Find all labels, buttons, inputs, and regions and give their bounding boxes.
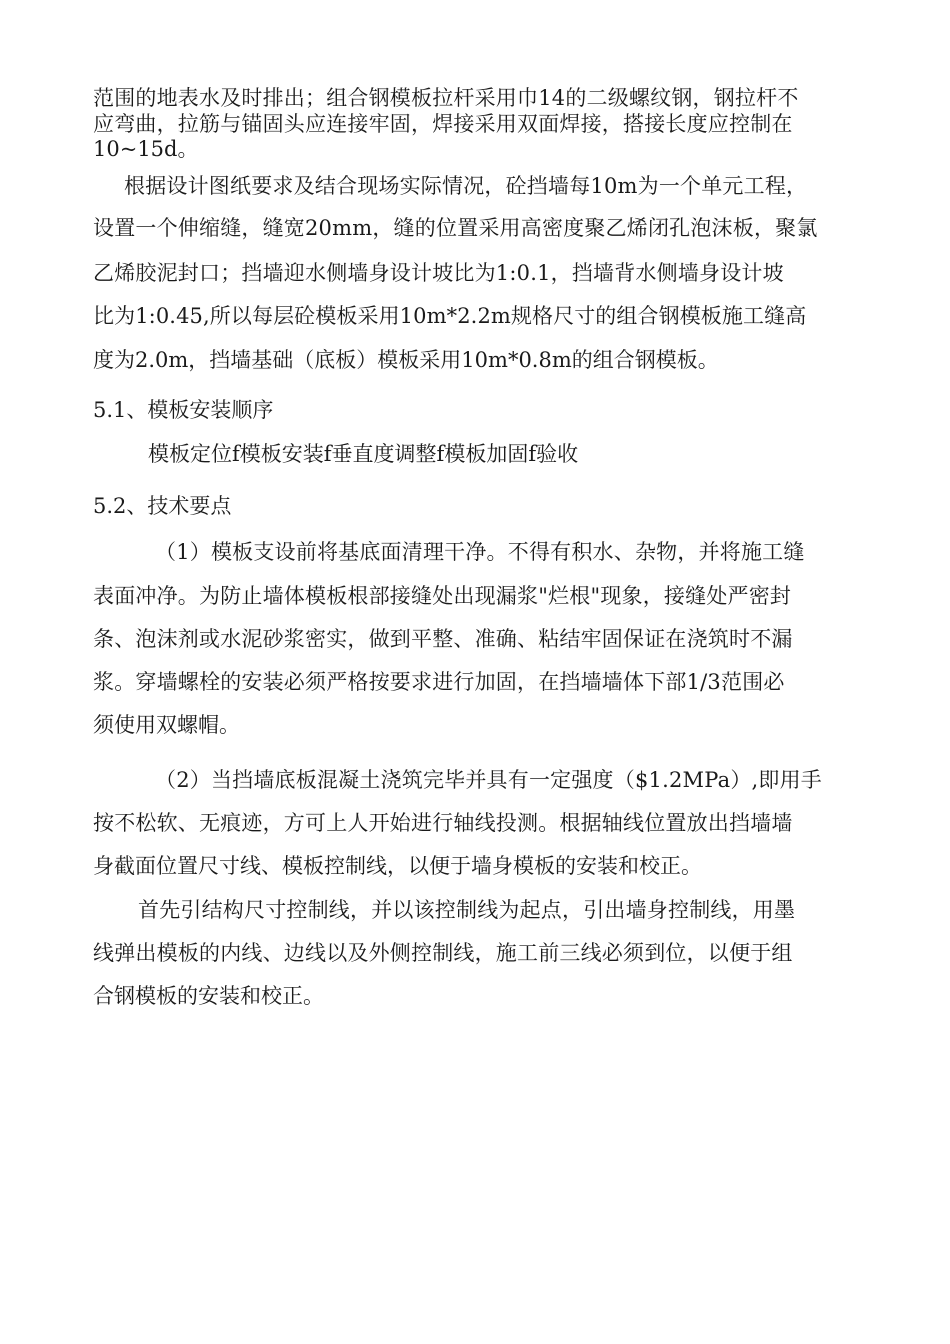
install-sequence: 模板定位f模板安装f垂直度调整f模板加固f验收	[148, 442, 579, 466]
section-5-2-heading: 5.2、技术要点	[93, 494, 232, 518]
section-5-1-heading: 5.1、模板安装顺序	[93, 398, 274, 422]
item2-line-1: （2）当挡墙底板混凝土浇筑完毕并具有一定强度（$1.2MPa）,即用手	[155, 768, 823, 792]
para2-line-5: 度为2.0m，挡墙基础（底板）模板采用10m*0.8m的组合钢模板。	[93, 348, 719, 372]
item1-line-5: 须使用双螺帽。	[93, 713, 240, 737]
item1-line-1: （1）模板支设前将基底面清理干净。不得有积水、杂物，并将施工缝	[155, 540, 805, 564]
para2-line-1: 根据设计图纸要求及结合现场实际情况，砼挡墙每10m为一个单元工程，	[124, 174, 808, 198]
para3-line-1: 首先引结构尺寸控制线，并以该控制线为起点，引出墙身控制线，用墨	[138, 898, 796, 922]
para2-line-3: 乙烯胶泥封口；挡墙迎水侧墙身设计坡比为1:0.1，挡墙背水侧墙身设计坡	[93, 261, 784, 285]
item1-line-2: 表面冲净。为防止墙体模板根部接缝处出现漏浆"烂根"现象，接缝处严密封	[93, 584, 792, 608]
para3-line-3: 合钢模板的安装和校正。	[93, 984, 324, 1008]
item1-line-4: 浆。穿墙螺栓的安装必须严格按要求进行加固，在挡墙墙体下部1/3范围必	[93, 670, 785, 694]
para3-line-2: 线弹出模板的内线、边线以及外侧控制线，施工前三线必须到位，以便于组	[93, 941, 793, 965]
item2-line-2: 按不松软、无痕迹，方可上人开始进行轴线投测。根据轴线位置放出挡墙墙	[93, 811, 793, 835]
item1-line-3: 条、泡沫剂或水泥砂浆密实，做到平整、准确、粘结牢固保证在浇筑时不漏	[93, 627, 793, 651]
para2-line-4: 比为1:0.45,所以每层砼模板采用10m*2.2m规格尺寸的组合钢模板施工缝高	[93, 304, 807, 328]
para2-line-2: 设置一个伸缩缝，缝宽20mm，缝的位置采用高密度聚乙烯闭孔泡沫板，聚氯	[93, 216, 818, 240]
item2-line-3: 身截面位置尺寸线、模板控制线，以便于墙身模板的安装和校正。	[93, 854, 702, 878]
para1-line-2: 应弯曲，拉筋与锚固头应连接牢固，焊接采用双面焊接，搭接长度应控制在	[93, 112, 793, 136]
para1-line-3: 10~15d。	[93, 137, 199, 161]
para1-line-1: 范围的地表水及时排出；组合钢模板拉杆采用巾14的二级螺纹钢，钢拉杆不	[93, 86, 799, 110]
